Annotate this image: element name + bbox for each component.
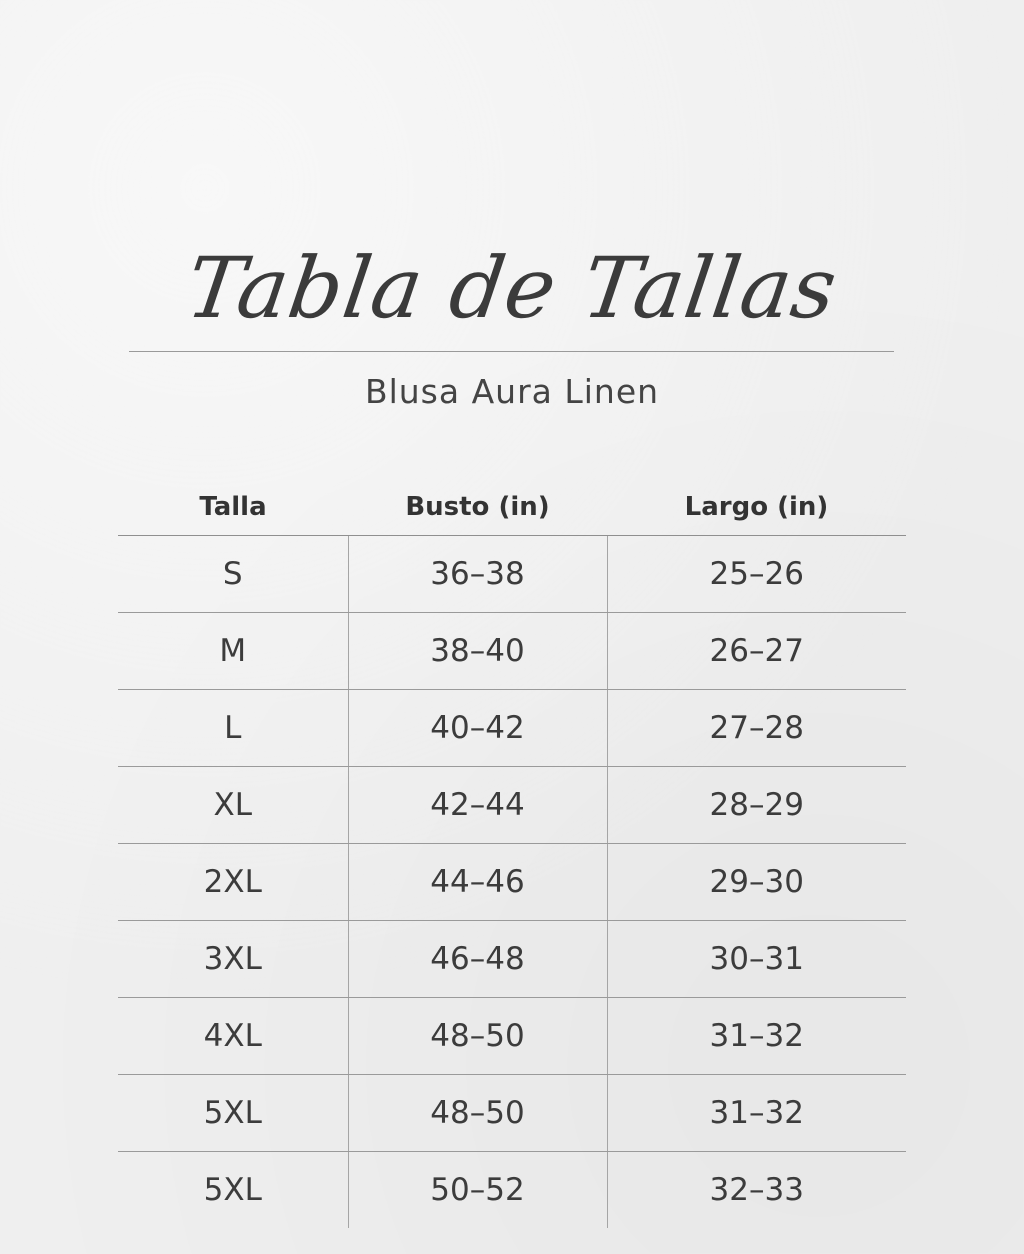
size-cell: 5XL xyxy=(118,1075,348,1152)
bust-cell: 46–48 xyxy=(348,921,607,998)
column-header-length: Largo (in) xyxy=(607,478,906,536)
size-table xyxy=(118,478,906,1228)
table-row xyxy=(118,998,906,1075)
size-cell: 4XL xyxy=(118,998,348,1075)
length-cell: 32–33 xyxy=(607,1152,906,1229)
bust-cell: 48–50 xyxy=(348,998,607,1075)
table-row xyxy=(118,536,906,613)
length-cell: 25–26 xyxy=(607,536,906,613)
table-row xyxy=(118,767,906,844)
bust-cell: 36–38 xyxy=(348,536,607,613)
bust-cell: 50–52 xyxy=(348,1152,607,1229)
size-cell: XL xyxy=(118,767,348,844)
bust-cell: 42–44 xyxy=(348,767,607,844)
length-cell: 28–29 xyxy=(607,767,906,844)
title-divider xyxy=(129,351,894,352)
table-row xyxy=(118,921,906,998)
table-row xyxy=(118,690,906,767)
bust-cell: 40–42 xyxy=(348,690,607,767)
length-cell: 30–31 xyxy=(607,921,906,998)
size-cell: 2XL xyxy=(118,844,348,921)
length-cell: 31–32 xyxy=(607,1075,906,1152)
size-cell: L xyxy=(118,690,348,767)
bust-cell: 44–46 xyxy=(348,844,607,921)
size-cell: S xyxy=(118,536,348,613)
column-header-bust: Busto (in) xyxy=(348,478,607,536)
page-title: Tabla de Tallas xyxy=(180,239,844,337)
size-cell: 3XL xyxy=(118,921,348,998)
size-cell: 5XL xyxy=(203,1172,262,1208)
product-subtitle: Blusa Aura Linen xyxy=(364,372,660,411)
length-cell: 29–30 xyxy=(607,844,906,921)
size-cell: M xyxy=(118,613,348,690)
table-row xyxy=(118,844,906,921)
length-cell: 27–28 xyxy=(607,690,906,767)
table-header-row xyxy=(118,478,906,536)
column-header-size: Talla xyxy=(118,478,348,536)
length-cell: 26–27 xyxy=(607,613,906,690)
table-row xyxy=(118,613,906,690)
bust-cell: 48–50 xyxy=(348,1075,607,1152)
length-cell: 31–32 xyxy=(607,998,906,1075)
table-row xyxy=(118,1152,906,1229)
table-row xyxy=(118,1075,906,1152)
bust-cell: 38–40 xyxy=(348,613,607,690)
